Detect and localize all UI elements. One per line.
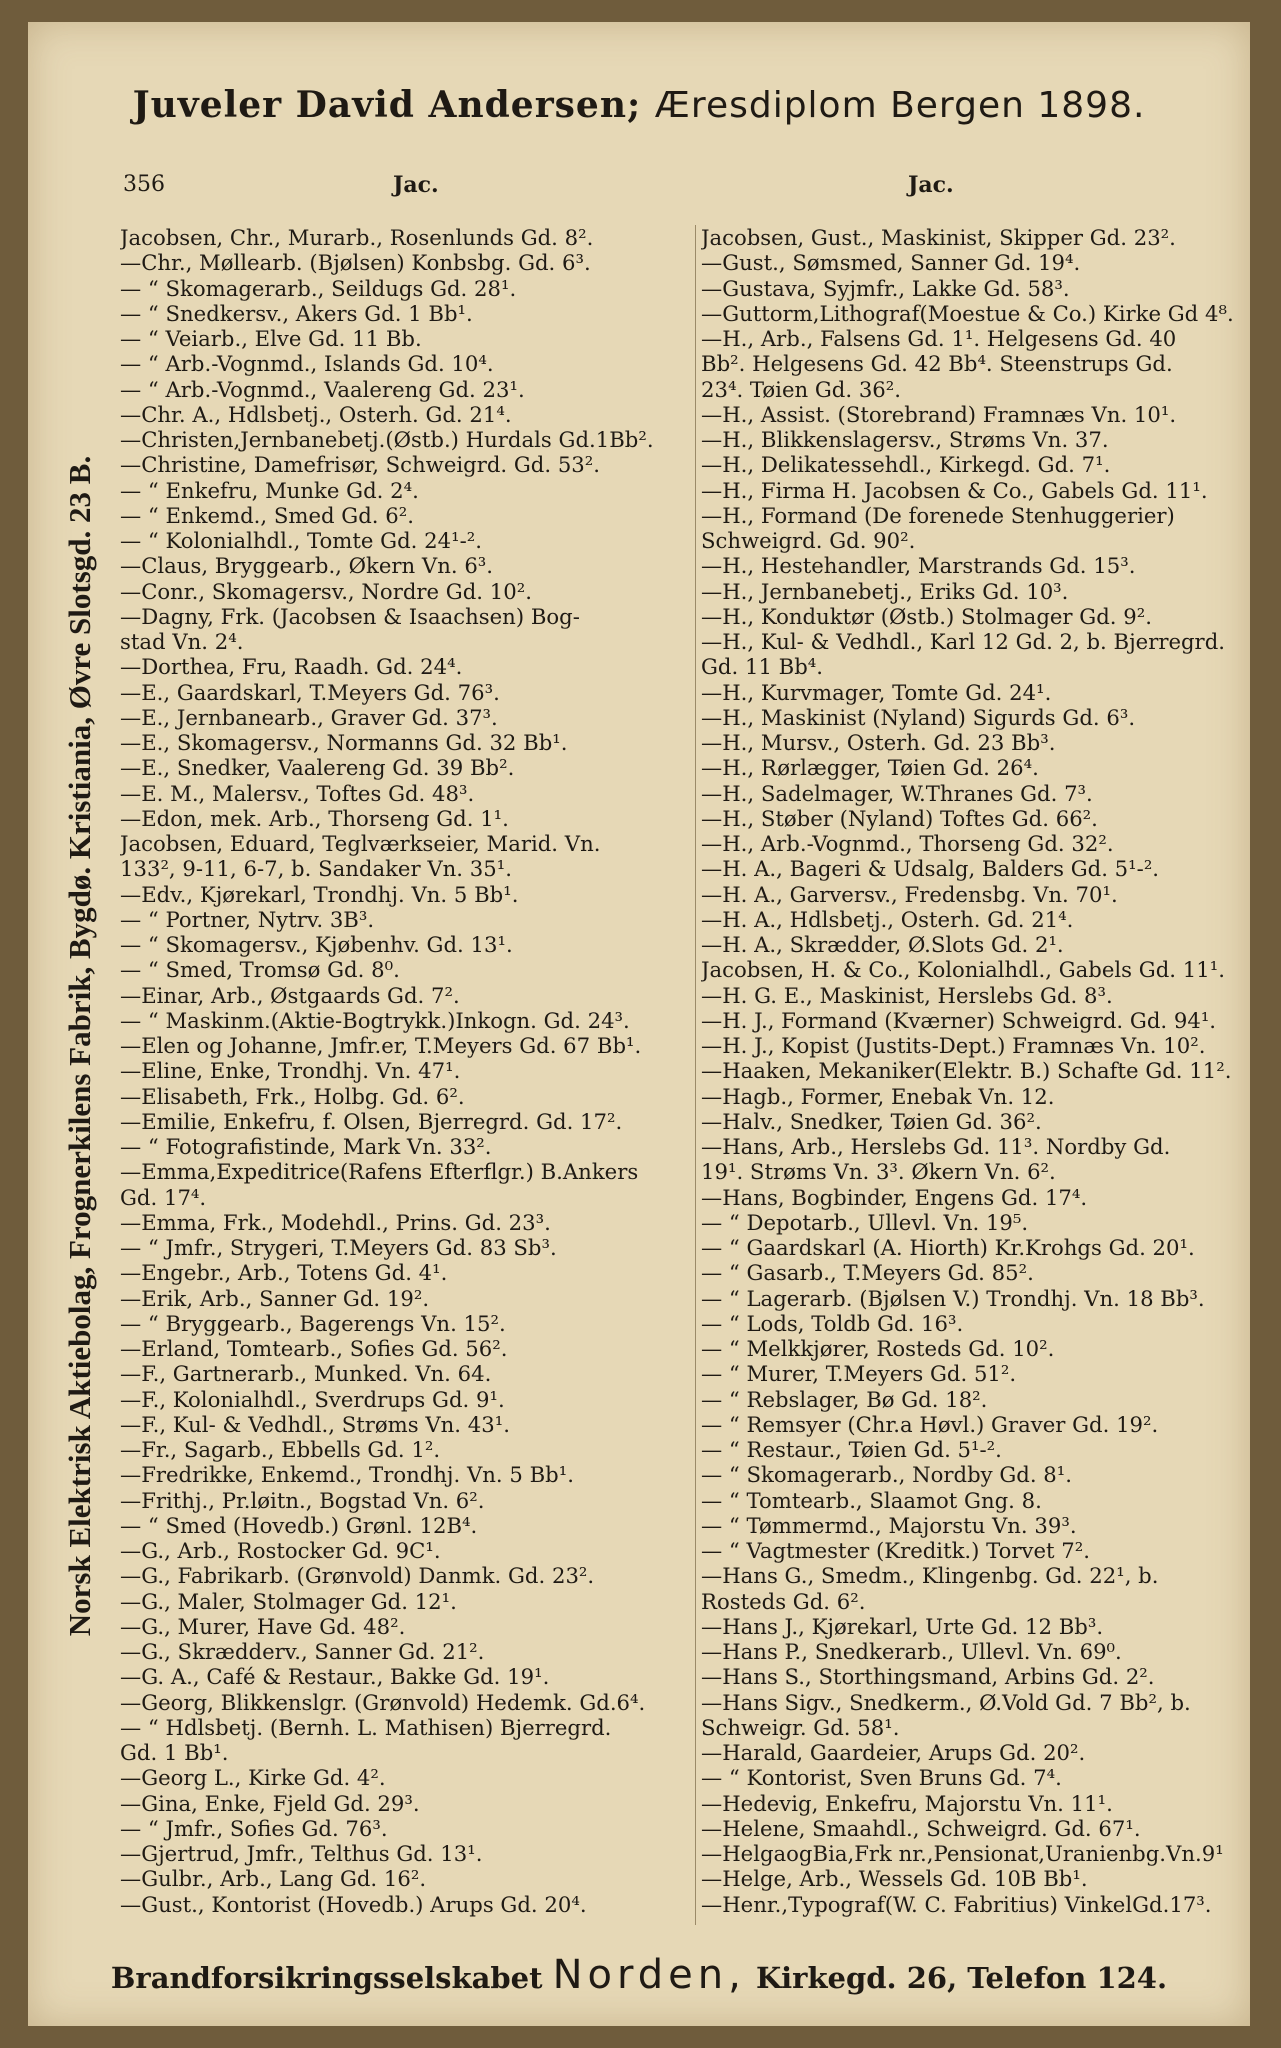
directory-entry-line: —H. G. E., Maskinist, Herslebs Gd. 8³.: [701, 982, 1113, 1008]
directory-entry-line: —H., Firma H. Jacobsen & Co., Gabels Gd. 11¹.: [701, 477, 1208, 503]
directory-entry-line: —Gjertrud, Jmfr., Telthus Gd. 13¹.: [120, 1841, 483, 1866]
directory-entry-line: — “ Portner, Nytrv. 3B³.: [120, 906, 375, 932]
directory-entry-line: Jacobsen, Chr., Murarb., Rosenlunds Gd. 8².: [120, 225, 594, 250]
directory-entry-line: —Engebr., Arb., Totens Gd. 4¹.: [120, 1260, 448, 1286]
directory-entry-line: —Hans P., Snedkerarb., Ullevl. Vn. 69⁰.: [701, 1639, 1122, 1664]
bottom-ad-name: Norden,: [552, 1952, 746, 1998]
directory-entry-line: —H. A., Bageri & Udsalg, Balders Gd. 5¹-².: [701, 856, 1160, 882]
directory-entry-line: —Helene, Smaahdl., Schweigrd. Gd. 67¹.: [701, 1815, 1141, 1841]
directory-entry-line: —Emma, Frk., Modehdl., Prins. Gd. 23³.: [120, 1209, 551, 1235]
directory-entry-line: 19¹. Strøms Vn. 3³. Økern Vn. 6².: [701, 1159, 1056, 1185]
directory-entry-line: Bb². Helgesens Gd. 42 Bb⁴. Steenstrups Gd.: [701, 351, 1173, 377]
directory-entry-line: — “ Jmfr., Sofies Gd. 76³.: [120, 1815, 388, 1841]
directory-entry-line: — “ Melkkjører, Rosteds Gd. 10².: [701, 1336, 1055, 1361]
directory-entry-line: Schweigr. Gd. 58¹.: [701, 1714, 900, 1740]
directory-entry-line: — “ Jmfr., Strygeri, T.Meyers Gd. 83 Sb³.: [120, 1235, 557, 1260]
directory-entry-line: Jacobsen, H. & Co., Kolonialhdl., Gabels Gd. 11¹.: [701, 957, 1225, 983]
directory-entry-line: —H. J., Formand (Kværner) Schweigrd. Gd. 94¹.: [701, 1007, 1217, 1033]
directory-entry-line: —H., Blikkenslagersv., Strøms Vn. 37.: [701, 427, 1109, 452]
directory-entry-line: —F., Kolonialhdl., Sverdrups Gd. 9¹.: [120, 1386, 505, 1412]
directory-entry-line: Jacobsen, Gust., Maskinist, Skipper Gd. 23².: [701, 225, 1176, 250]
directory-entry-line: —Erland, Tomtearb., Sofies Gd. 56².: [120, 1336, 508, 1361]
directory-entry-line: — “ Arb.-Vognmd., Vaalereng Gd. 23¹.: [120, 376, 525, 402]
directory-entry-line: —Emilie, Enkefru, f. Olsen, Bjerregrd. Gd. 17².: [120, 1108, 623, 1134]
directory-entry-line: —H., Kul- & Vedhdl., Karl 12 Gd. 2, b. Bjerregrd.: [701, 629, 1225, 654]
directory-entry-line: —H., Støber (Nyland) Toftes Gd. 66².: [701, 805, 1098, 831]
directory-entry-line: —H., Delikatessehdl., Kirkegd. Gd. 7¹.: [701, 452, 1111, 478]
directory-entry-line: —Elen og Johanne, Jmfr.er, T.Meyers Gd. 67 Bb¹.: [120, 1033, 642, 1058]
directory-entry-line: — “ Kontorist, Sven Bruns Gd. 7⁴.: [701, 1765, 1062, 1791]
top-ad-diploma: Æresdiplom Bergen 1898.: [654, 85, 1146, 126]
directory-entry-line: —Christine, Damefrisør, Schweigrd. Gd. 53².: [120, 452, 601, 478]
directory-entry-line: —Eline, Enke, Trondhj. Vn. 47¹.: [120, 1058, 461, 1084]
directory-entry-line: —Hans J., Kjørekarl, Urte Gd. 12 Bb³.: [701, 1613, 1104, 1639]
directory-entry-line: — “ Veiarb., Elve Gd. 11 Bb.: [120, 326, 422, 351]
directory-entry-line: —Hagb., Former, Enebak Vn. 12.: [701, 1083, 1055, 1109]
directory-entry-line: —Claus, Bryggearb., Økern Vn. 6³.: [120, 553, 494, 579]
bottom-ad-address: Kirkegd. 26, Telefon 124.: [755, 1961, 1168, 1995]
directory-entry-line: — “ Vagtmester (Kreditk.) Torvet 7².: [701, 1538, 1090, 1563]
directory-entry-line: — “ Kolonialhdl., Tomte Gd. 24¹-².: [120, 528, 482, 553]
directory-entry-line: — “ Lagerarb. (Bjølsen V.) Trondhj. Vn. 18 Bb³.: [701, 1285, 1205, 1311]
directory-entry-line: —Fr., Sagarb., Ebbells Gd. 1².: [120, 1437, 441, 1462]
directory-entry-line: — “ Enkefru, Munke Gd. 2⁴.: [120, 477, 419, 503]
directory-entry-line: —H., Kurvmager, Tomte Gd. 24¹.: [701, 679, 1052, 705]
directory-entry-line: —H., Hestehandler, Marstrands Gd. 15³.: [701, 553, 1136, 579]
directory-entry-line: —G., Maler, Stolmager Gd. 12¹.: [120, 1588, 457, 1614]
directory-entry-line: —Gina, Enke, Fjeld Gd. 29³.: [120, 1790, 420, 1816]
directory-entry-line: — “ Snedkersv., Akers Gd. 1 Bb¹.: [120, 300, 473, 326]
directory-entry-line: Schweigrd. Gd. 90².: [701, 528, 916, 553]
directory-entry-line: Gd. 17⁴.: [120, 1184, 207, 1210]
directory-entry-line: —H., Assist. (Storebrand) Framnæs Vn. 10¹.: [701, 401, 1177, 427]
directory-entry-line: —H., Formand (De forenede Stenhuggerier): [701, 502, 1175, 528]
directory-entry-line: —Hans Sigv., Snedkerm., Ø.Vold Gd. 7 Bb², b.: [701, 1689, 1191, 1715]
directory-entry-line: —Elisabeth, Frk., Holbg. Gd. 6².: [120, 1083, 465, 1109]
directory-entry-line: — “ Remsyer (Chr.a Høvl.) Graver Gd. 19².: [701, 1411, 1159, 1437]
directory-entry-line: —H., Arb., Falsens Gd. 1¹. Helgesens Gd. 40: [701, 326, 1177, 351]
directory-entry-line: —Dagny, Frk. (Jacobsen & Isaachsen) Bog-: [120, 603, 580, 629]
directory-entry-line: —H. J., Kopist (Justits-Dept.) Framnæs Vn. 10².: [701, 1033, 1206, 1058]
directory-entry-line: — “ Gasarb., T.Meyers Gd. 85².: [701, 1260, 1034, 1286]
top-ad-jeweler: Juveler David Andersen;: [132, 84, 642, 126]
directory-entry-line: —Emma,Expeditrice(Rafens Efterflgr.) B.Ankers: [120, 1159, 639, 1185]
directory-entry-line: —G., Skrædderv., Sanner Gd. 21².: [120, 1639, 485, 1664]
directory-entry-line: —Gust., Kontorist (Hovedb.) Arups Gd. 20⁴.: [120, 1891, 587, 1917]
directory-entry-line: stad Vn. 2⁴.: [120, 629, 244, 654]
directory-entry-line: —Erik, Arb., Sanner Gd. 19².: [120, 1285, 430, 1311]
directory-entry-line: —Hedevig, Enkefru, Majorstu Vn. 11¹.: [701, 1790, 1113, 1816]
directory-entry-line: —H., Mursv., Osterh. Gd. 23 Bb³.: [701, 730, 1056, 755]
left-column: [120, 225, 695, 1917]
directory-entry-line: — “ Rebslager, Bø Gd. 18².: [701, 1386, 988, 1412]
directory-entry-line: —H., Arb.-Vognmd., Thorseng Gd. 32².: [701, 831, 1114, 856]
directory-entry-line: —E., Snedker, Vaalereng Gd. 39 Bb².: [120, 755, 515, 781]
directory-entry-line: —Christen,Jernbanebetj.(Østb.) Hurdals Gd.1Bb².: [120, 427, 654, 452]
directory-entry-line: —HelgaogBia,Frk nr.,Pensionat,Uranienbg.Vn.9¹: [701, 1841, 1224, 1866]
directory-entry-line: —G., Arb., Rostocker Gd. 9C¹.: [120, 1538, 441, 1563]
directory-entry-line: —Hans G., Smedm., Klingenbg. Gd. 22¹, b.: [701, 1563, 1159, 1589]
directory-entry-line: — “ Skomagerarb., Seildugs Gd. 28¹.: [120, 275, 517, 301]
directory-entry-line: —H., Sadelmager, W.Thranes Gd. 7³.: [701, 780, 1093, 806]
directory-entry-line: — “ Smed (Hovedb.) Grønl. 12B⁴.: [120, 1512, 478, 1538]
directory-entry-line: — “ Depotarb., Ullevl. Vn. 19⁵.: [701, 1209, 1029, 1235]
directory-entry-line: —Edv., Kjørekarl, Trondhj. Vn. 5 Bb¹.: [120, 881, 519, 907]
directory-entry-line: —F., Gartnerarb., Munked. Vn. 64.: [120, 1361, 492, 1387]
directory-entry-line: —G., Fabrikarb. (Grønvold) Danmk. Gd. 23².: [120, 1563, 595, 1589]
directory-entry-line: —H. A., Skrædder, Ø.Slots Gd. 2¹.: [701, 932, 1064, 957]
top-advertisement: [28, 84, 1250, 126]
directory-entry-line: — “ Murer, T.Meyers Gd. 51².: [701, 1361, 1017, 1387]
directory-entry-line: —Fredrikke, Enkemd., Trondhj. Vn. 5 Bb¹.: [120, 1462, 574, 1488]
directory-entry-line: —Chr., Møllearb. (Bjølsen) Konbsbg. Gd. 6³.: [120, 250, 591, 276]
directory-entry-line: —E., Skomagersv., Normanns Gd. 32 Bb¹.: [120, 730, 568, 755]
directory-entry-line: — “ Gaardskarl (A. Hiorth) Kr.Krohgs Gd. 20¹.: [701, 1235, 1195, 1260]
directory-entry-line: —Halv., Snedker, Tøien Gd. 36².: [701, 1108, 1042, 1134]
directory-entry-line: — “ Lods, Toldb Gd. 16³.: [701, 1310, 964, 1336]
directory-entry-line: — “ Arb.-Vognmd., Islands Gd. 10⁴.: [120, 351, 494, 377]
directory-entry-line: Rosteds Gd. 6².: [701, 1588, 866, 1614]
directory-entry-line: Gd. 1 Bb¹.: [120, 1740, 229, 1765]
directory-entry-line: —Hans, Arb., Herslebs Gd. 11³. Nordby Gd.: [701, 1134, 1171, 1159]
directory-entry-line: —Georg L., Kirke Gd. 4².: [120, 1765, 386, 1791]
directory-entry-line: —Conr., Skomagersv., Nordre Gd. 10².: [120, 578, 532, 604]
page-number: 356: [123, 172, 165, 197]
directory-entry-line: —Harald, Gaardeier, Arups Gd. 20².: [701, 1740, 1086, 1765]
directory-entry-line: —Helge, Arb., Wessels Gd. 10B Bb¹.: [701, 1866, 1088, 1892]
directory-entry-line: —F., Kul- & Vedhdl., Strøms Vn. 43¹.: [120, 1411, 510, 1437]
directory-entry-line: — “ Bryggearb., Bagerengs Vn. 15².: [120, 1310, 506, 1336]
directory-entry-line: — “ Smed, Tromsø Gd. 8⁰.: [120, 957, 400, 983]
directory-entry-line: —Gustava, Syjmfr., Lakke Gd. 58³.: [701, 275, 1070, 301]
directory-entry-line: —H. A., Garversv., Fredensbg. Vn. 70¹.: [701, 881, 1118, 907]
column-divider: [695, 225, 696, 1925]
directory-entry-line: —H., Rørlægger, Tøien Gd. 26⁴.: [701, 755, 1039, 781]
directory-entry-line: —Hans S., Storthingsmand, Arbins Gd. 2².: [701, 1664, 1155, 1690]
bottom-ad-company: Brandforsikringsselskabet: [110, 1961, 543, 1995]
directory-entry-line: —Chr. A., Hdlsbetj., Osterh. Gd. 21⁴.: [120, 401, 512, 427]
directory-entry-line: —Henr.,Typograf(W. C. Fabritius) VinkelGd.17³.: [701, 1891, 1212, 1917]
directory-entry-line: —Einar, Arb., Østgaards Gd. 7².: [120, 982, 460, 1008]
directory-entry-line: —H. A., Hdlsbetj., Osterh. Gd. 21⁴.: [701, 906, 1074, 932]
right-column: [701, 225, 1249, 1917]
directory-entry-line: — “ Skomagersv., Kjøbenhv. Gd. 13¹.: [120, 932, 513, 957]
directory-entry-line: 23⁴. Tøien Gd. 36².: [701, 376, 902, 402]
directory-entry-line: —Haaken, Mekaniker(Elektr. B.) Schafte Gd. 11².: [701, 1058, 1232, 1084]
directory-entry-line: — “ Tomtearb., Slaamot Gng. 8.: [701, 1487, 1042, 1513]
directory-entry-line: —E., Gaardskarl, T.Meyers Gd. 76³.: [120, 679, 500, 705]
side-advertisement: Norsk Elektrisk Aktiebolag, Frognerkilens Fabrik, Bygdø. Kristiania, Øvre Slotsgd. 23 B.: [62, 455, 97, 1637]
bottom-advertisement: [28, 1952, 1250, 1998]
directory-entry-line: —E. M., Malersv., Toftes Gd. 48³.: [120, 780, 475, 806]
directory-entry-line: —E., Jernbanearb., Graver Gd. 37³.: [120, 704, 498, 730]
directory-entry-line: Jacobsen, Eduard, Teglværkseier, Marid. Vn.: [120, 831, 601, 856]
directory-entry-line: —G. A., Café & Restaur., Bakke Gd. 19¹.: [120, 1664, 550, 1690]
running-head-right: Jac.: [908, 172, 954, 198]
directory-entry-line: —Gust., Sømsmed, Sanner Gd. 19⁴.: [701, 250, 1081, 276]
directory-entry-line: —Gulbr., Arb., Lang Gd. 16².: [120, 1866, 427, 1892]
directory-entry-line: — “ Skomagerarb., Nordby Gd. 8¹.: [701, 1462, 1072, 1488]
directory-entry-line: — “ Hdlsbetj. (Bernh. L. Mathisen) Bjerregrd.: [120, 1714, 612, 1740]
directory-entry-line: —H., Maskinist (Nyland) Sigurds Gd. 6³.: [701, 704, 1136, 730]
directory-entry-line: —Georg, Blikkenslgr. (Grønvold) Hedemk. Gd.6⁴.: [120, 1689, 646, 1715]
directory-entry-line: Gd. 11 Bb⁴.: [701, 654, 824, 680]
directory-entry-line: — “ Fotografistinde, Mark Vn. 33².: [120, 1134, 492, 1159]
directory-entry-line: —Hans, Bogbinder, Engens Gd. 17⁴.: [701, 1184, 1088, 1210]
directory-entry-line: —Edon, mek. Arb., Thorseng Gd. 1¹.: [120, 805, 509, 831]
running-head-left: Jac.: [393, 172, 439, 198]
directory-entry-line: —Guttorm,Lithograf(Moestue & Co.) Kirke Gd 4⁸.: [701, 300, 1234, 326]
directory-entry-line: — “ Tømmermd., Majorstu Vn. 39³.: [701, 1512, 1077, 1538]
directory-entry-line: —Dorthea, Fru, Raadh. Gd. 24⁴.: [120, 654, 463, 680]
directory-entry-line: — “ Enkemd., Smed Gd. 6².: [120, 502, 414, 528]
directory-entry-line: —H., Konduktør (Østb.) Stolmager Gd. 9².: [701, 603, 1152, 629]
directory-entry-line: —H., Jernbanebetj., Eriks Gd. 10³.: [701, 578, 1069, 604]
directory-entry-line: — “ Maskinm.(Aktie-Bogtrykk.)Inkogn. Gd. 24³.: [120, 1007, 630, 1033]
directory-entry-line: — “ Restaur., Tøien Gd. 5¹-².: [701, 1437, 1002, 1462]
directory-entry-line: 133², 9-11, 6-7, b. Sandaker Vn. 35¹.: [120, 856, 512, 882]
directory-entry-line: —Frithj., Pr.løitn., Bogstad Vn. 6².: [120, 1487, 485, 1513]
directory-entry-line: —G., Murer, Have Gd. 48².: [120, 1613, 406, 1639]
directory-page: [28, 22, 1250, 2026]
